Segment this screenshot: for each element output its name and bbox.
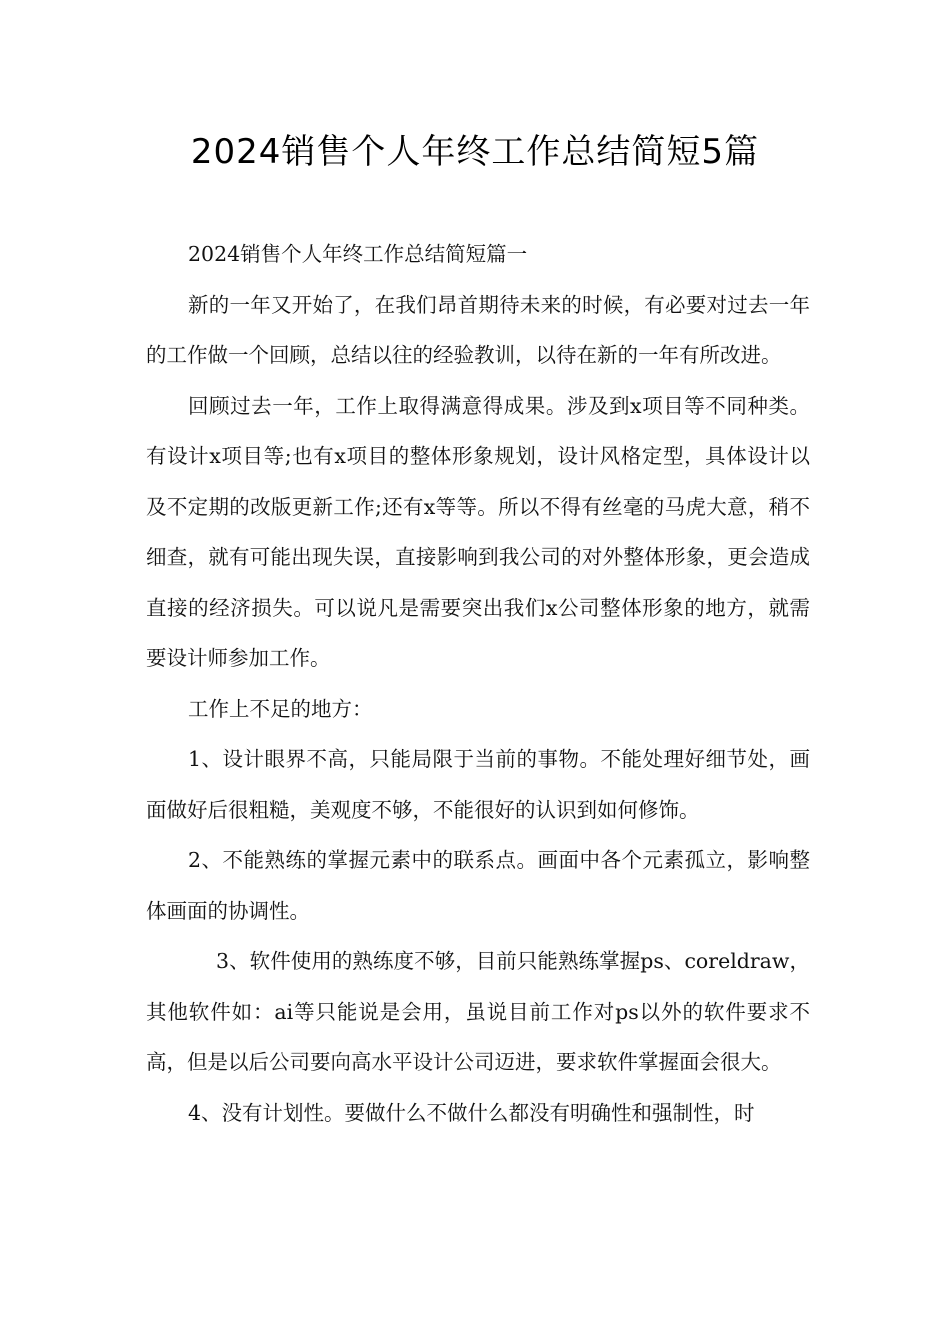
- list-item-1: 1、设计眼界不高，只能局限于当前的事物。不能处理好细节处，画面做好后很粗糙，美观度不够，不能很好的认识到如何修饰。: [146, 747, 810, 822]
- document-title: 2024销售个人年终工作总结简短5篇: [190, 132, 760, 172]
- list-item-3: 3、软件使用的熟练度不够，目前只能熟练掌握ps、coreldraw，其他软件如：ai等只能说是会用，虽说目前工作对ps以外的软件要求不高，但是以后公司要向高水平设计公司迈进，要求软件掌握面会很大。: [146, 949, 810, 1074]
- list-item-2: 2、不能熟练的掌握元素中的联系点。画面中各个元素孤立，影响整体画面的协调性。: [146, 848, 810, 923]
- list-item-4: 4、没有计划性。要做什么不做什么都没有明确性和强制性，时: [188, 1100, 755, 1125]
- document-body: [146, 229, 810, 1138]
- paragraph-review: 回顾过去一年，工作上取得满意得成果。涉及到x项目等不同种类。有设计x项目等;也有x项目的整体形象规划，设计风格定型，具体设计以及不定期的改版更新工作;还有x等等。所以不得有丝毫的马虎大意，稍不细查，就有可能出现失误，直接影响到我公司的对外整体形象，更会造成直接的经济损失。可以说凡是需要突出我们x公司整体形象的地方，就需要设计师参加工作。: [146, 393, 810, 670]
- paragraph-intro: 新的一年又开始了，在我们昂首期待未来的时候，有必要对过去一年的工作做一个回顾，总结以往的经验教训，以待在新的一年有所改进。: [146, 292, 810, 367]
- paragraph-shortcomings-heading: 工作上不足的地方：: [188, 696, 373, 721]
- section-heading: 2024销售个人年终工作总结简短篇一: [188, 242, 528, 266]
